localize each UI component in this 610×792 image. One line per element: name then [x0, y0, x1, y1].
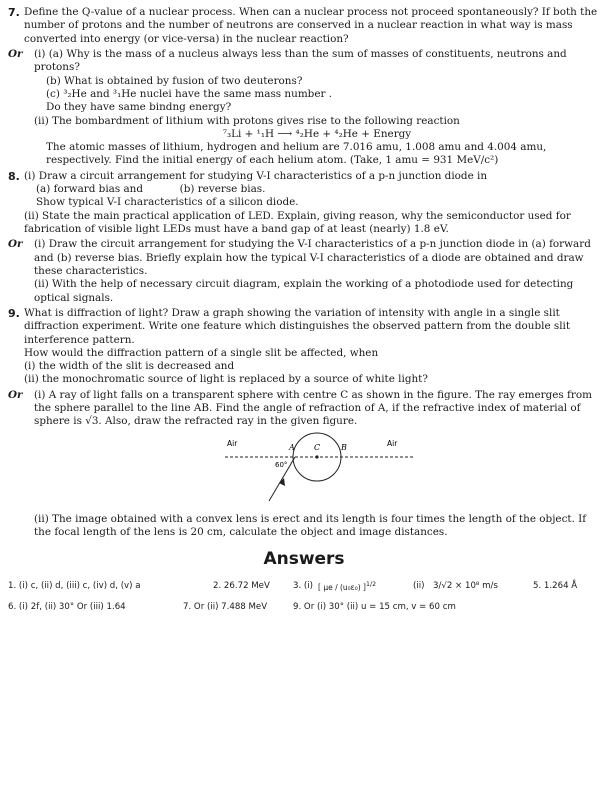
part-i: (i) the width of the slit is decreased and: [24, 360, 235, 373]
point-a-label: A: [289, 442, 295, 452]
or-part-i-c2: Do they have same bindng energy?: [46, 101, 232, 114]
answer-5: 5. 1.264 Å: [533, 581, 578, 592]
question-text-2: How would the diffraction pattern of a single slit be affected, when: [24, 346, 379, 359]
answer-1: 1. (i) c, (ii) d, (iii) c, (iv) d, (v) a: [8, 581, 141, 592]
question-7-or: [8, 48, 600, 168]
or-part-i-b: (b) What is obtained by fusion of two deuterons?: [46, 74, 303, 87]
part-i-a-b: [36, 183, 600, 196]
answer-3-exponent: 1/2: [365, 581, 377, 589]
or-part-i: (i) A ray of light falls on a transparent sphere with centre C as shown in the figure. The ray emerges from the sphere parallel to the line AB. Find the angle of refraction of A, if the refractive index of material of sphere is √3. Also, draw the refracted ray in the given figure.: [34, 388, 592, 428]
answer-7: 7. Or (ii) 7.488 MeV: [183, 602, 268, 613]
question-number: 7.: [8, 6, 20, 19]
part-i-a: (a) forward bias and: [36, 183, 144, 196]
center-point: [315, 455, 318, 458]
answers-row-1: [8, 581, 600, 592]
answer-9: 9. Or (i) 30° (ii) u = 15 cm, v = 60 cm: [293, 602, 456, 613]
question-7: [8, 6, 600, 46]
question-9-or: [8, 389, 600, 540]
part-ii: (ii) State the main practical application of LED. Explain, giving reason, why the semiconductor used for fabrication of visible light LEDs must have a band gap of at least (nearly) 1.8 eV.: [24, 209, 571, 235]
part-i-c: Show typical V-I characteristics of a silicon diode.: [36, 196, 299, 209]
or-part-i-a: (i) (a) Why is the mass of a nucleus always less than the sum of masses of constituents, neutrons and protons?: [34, 47, 567, 74]
nuclear-reaction: ⁷₃Li + ¹₁H ⟶ ⁴₂He + ⁴₂He + Energy: [222, 127, 412, 140]
or-part-ii: (ii) With the help of necessary circuit diagram, explain the working of a photodiode used for detecting optical signals.: [34, 278, 574, 304]
or-part-ii: (ii) The bombardment of lithium with protons gives rise to the following reaction: [34, 114, 460, 127]
question-number: 9.: [8, 306, 20, 320]
angle-label: 60°: [275, 460, 288, 469]
question-8-or: [8, 238, 600, 305]
air-label-right: Air: [387, 438, 398, 448]
answer-3-formula: [ μe / (u₀ε₀) ]$^{1/2}$: [318, 581, 377, 592]
answer-2: 2. 26.72 MeV: [213, 581, 270, 592]
question-text: What is diffraction of light? Draw a graph showing the variation of intensity with angle in a single slit diffraction experiment. Write one feature which distinguishes the observed pattern from the double slit interference pattern.: [24, 306, 571, 346]
answer-6: 6. (i) 2f, (ii) 30° Or (iii) 1.64: [8, 602, 126, 613]
answer-3-value: 3/√2 × 10⁸ m/s: [433, 581, 498, 592]
point-c-label: C: [314, 442, 321, 452]
air-label-left: Air: [227, 438, 238, 448]
part-ii: (ii) the monochromatic source of light is replaced by a source of white light?: [24, 373, 428, 386]
or-label: Or: [8, 388, 23, 401]
or-part-i: (i) Draw the circuit arrangement for studying the V-I characteristics of a p-n junction diode in (a) forward and (b) reverse bias. Briefly explain how the typical V-I characteristics of a diode are obtained and draw these characteristics.: [34, 238, 591, 277]
part-i: (i) Draw a circuit arrangement for studying V-I characteristics of a p-n junction diode in: [24, 169, 488, 182]
answers-title: Answers: [263, 549, 345, 570]
or-part-i-c: (c) ³₂He and ³₁He nuclei have the same mass number .: [46, 87, 333, 100]
sphere-figure: [34, 431, 600, 509]
answers-row-2: [8, 602, 600, 613]
question-8: [8, 170, 600, 237]
answer-3-fraction: μe / (u₀ε₀): [323, 582, 361, 592]
sphere-diagram: [217, 431, 417, 509]
or-label: Or: [8, 238, 23, 251]
answer-3-ii: (ii): [413, 581, 425, 592]
question-text: Define the Q-value of a nuclear process. When can a nuclear process not proceed spontaneously? If both the number of protons and the number of neutrons are conserved in a nuclear reaction in what way is mass converted into energy (or vice-versa) in the nuclear reaction?: [24, 6, 598, 45]
question-number: 8.: [8, 169, 20, 183]
or-part-ii-2: The atomic masses of lithium, hydrogen and helium are 7.016 amu, 1.008 amu and 4.004 amu, respectively. Find the initial energy of each helium atom. (Take, 1 amu = 931 MeV/c²): [46, 141, 547, 167]
or-part-ii: (ii) The image obtained with a convex lens is erect and its length is four times the length of the object. If the focal length of the lens is 20 cm, calculate the object and image distances.: [34, 512, 587, 538]
answer-3-i: 3. (i): [293, 581, 314, 592]
or-label: Or: [8, 47, 23, 60]
part-i-b: (b) reverse bias.: [179, 183, 266, 196]
question-9: [8, 307, 600, 387]
point-b-label: B: [341, 442, 347, 452]
